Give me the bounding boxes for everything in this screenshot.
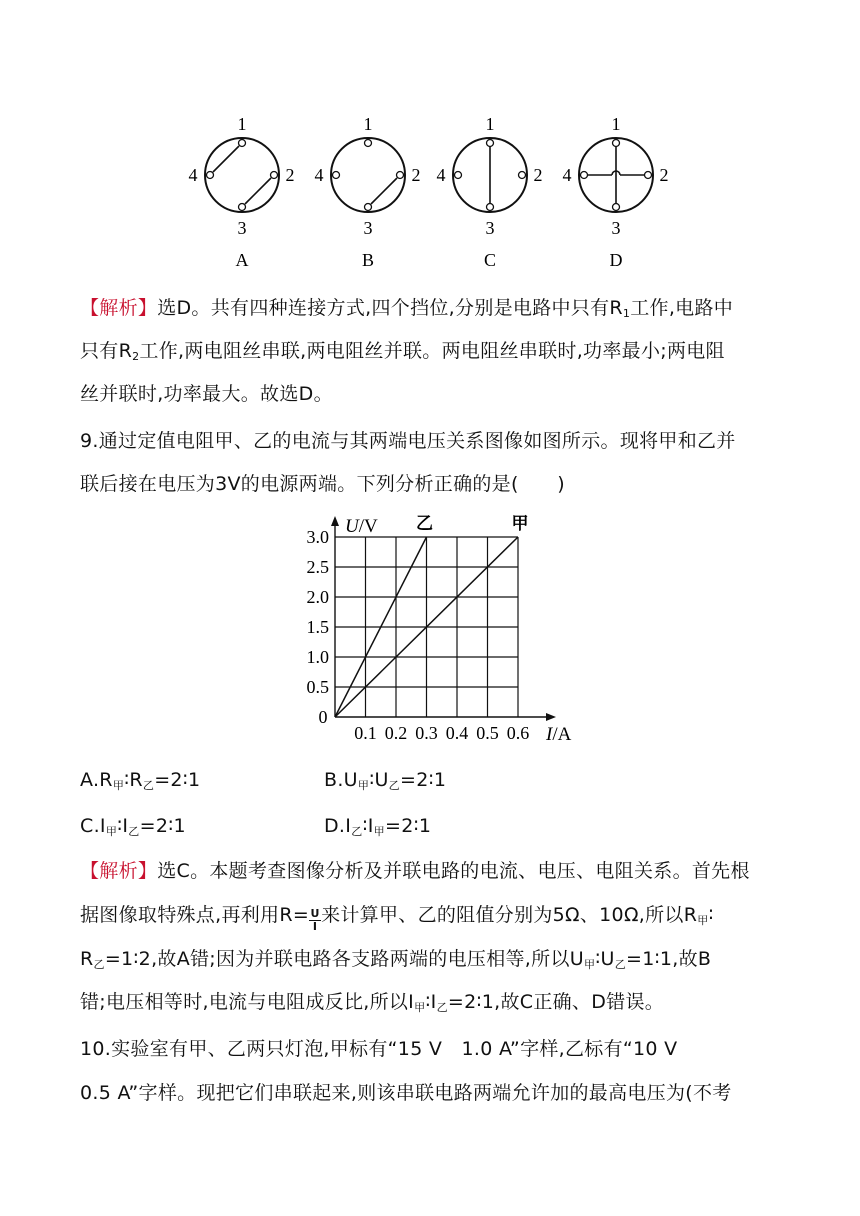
series-label-jia: 甲 — [511, 514, 529, 533]
option-d: $D.I_乙∶I_甲=2∶1$ — [324, 815, 432, 838]
analysis1-line1: 【解析】选D。共有四种连接方式,四个挡位,分别是电路中只有$R_1$工作,电路中 — [80, 297, 734, 320]
diagram-letter: C — [483, 250, 497, 270]
series-label-yi: 乙 — [416, 514, 433, 533]
x-tick-label: 0.4 — [445, 723, 469, 743]
terminal-label-1: 1 — [363, 114, 373, 134]
switch-diagram-a — [189, 114, 295, 270]
terminal-label-3: 3 — [485, 218, 495, 238]
terminal-label-1: 1 — [237, 114, 247, 134]
diagram-letter: B — [361, 250, 375, 270]
origin-label: 0 — [318, 707, 328, 727]
y-tick-label: 1.0 — [306, 647, 329, 667]
terminal-label-4: 4 — [436, 165, 446, 185]
x-tick-label: 0.3 — [415, 723, 438, 743]
switch-diagram-c — [437, 114, 543, 270]
terminal-label-1: 1 — [485, 114, 495, 134]
option-a: $A.R_甲∶R_乙=2∶1$ — [80, 769, 201, 792]
terminal-label-3: 3 — [611, 218, 621, 238]
diagram-letter: D — [609, 250, 623, 270]
diagram-letter: A — [235, 250, 249, 270]
question9-line1: 9.通过定值电阻甲、乙的电流与其两端电压关系图像如图所示。现将甲和乙并 — [80, 430, 736, 452]
x-tick-label: 0.5 — [476, 723, 499, 743]
question10-line1: 10.实验室有甲、乙两只灯泡,甲标有“15 V 1.0 A”字样,乙标有“10 V — [80, 1038, 678, 1060]
y-tick-label: 3.0 — [306, 527, 329, 547]
y-axis-arrow — [331, 516, 339, 526]
question9-line2: 联后接在电压为3V的电源两端。下列分析正确的是( ) — [80, 473, 566, 495]
analysis-tag: 【解析】 — [80, 297, 158, 319]
terminal-label-2: 2 — [659, 165, 669, 185]
option-b: $B.U_甲∶U_乙=2∶1$ — [324, 769, 447, 792]
analysis1-line2: 只有$R_2$工作,两电阻丝串联,两电阻丝并联。两电阻丝串联时,功率最小;两电阻 — [80, 340, 725, 363]
analysis2-line1: 【解析】选C。本题考查图像分析及并联电路的电流、电压、电阻关系。首先根 — [80, 860, 750, 882]
terminal-label-2: 2 — [411, 165, 421, 185]
switch-diagrams — [180, 110, 680, 275]
voltage-current-chart — [290, 510, 590, 755]
terminal-label-2: 2 — [533, 165, 543, 185]
terminal-label-4: 4 — [314, 165, 324, 185]
question10-line2: 0.5 A”字样。现把它们串联起来,则该串联电路两端允许加的最高电压为(不考 — [80, 1082, 732, 1104]
terminal-label-3: 3 — [363, 218, 373, 238]
x-tick-label: 0.1 — [354, 723, 377, 743]
y-tick-label: 0.5 — [306, 677, 329, 697]
y-tick-label: 2.0 — [306, 587, 329, 607]
fraction-u-over-i: $\frac{U}{I}$ — [310, 907, 320, 933]
analysis2-line4: 错;电压相等时,电流与电阻成反比,所以$I_甲∶I_乙=2∶1$,故C正确、D错误。 — [80, 991, 665, 1014]
analysis-tag: 【解析】 — [80, 860, 158, 882]
terminal-label-1: 1 — [611, 114, 621, 134]
x-axis-label: I/A — [546, 724, 572, 745]
switch-diagram-b — [315, 114, 421, 270]
x-tick-label: 0.6 — [506, 723, 530, 743]
y-axis-label: U/V — [345, 516, 378, 537]
y-tick-label: 1.5 — [306, 617, 329, 637]
option-c: $C.I_甲∶I_乙=2∶1$ — [80, 815, 186, 838]
analysis2-line3: $R_乙=1∶2$,故A错;因为并联电路各支路两端的电压相等,所以$U_甲∶U_乙=1∶1$,故B — [80, 948, 712, 971]
x-tick-label: 0.2 — [384, 723, 408, 743]
analysis1-line3: 丝并联时,功率最大。故选D。 — [80, 383, 333, 405]
x-axis-arrow — [546, 713, 556, 721]
terminal-label-4: 4 — [188, 165, 198, 185]
analysis2-line2: 据图像取特殊点,再利用R= $\frac{U}{I}$ 来计算甲、乙的阻值分别为5Ω、10Ω,所以$R_甲∶$ — [80, 904, 714, 933]
switch-diagram-d — [563, 114, 669, 270]
terminal-label-2: 2 — [285, 165, 295, 185]
terminal-label-4: 4 — [562, 165, 572, 185]
terminal-label-3: 3 — [237, 218, 247, 238]
y-tick-label: 2.5 — [306, 557, 329, 577]
